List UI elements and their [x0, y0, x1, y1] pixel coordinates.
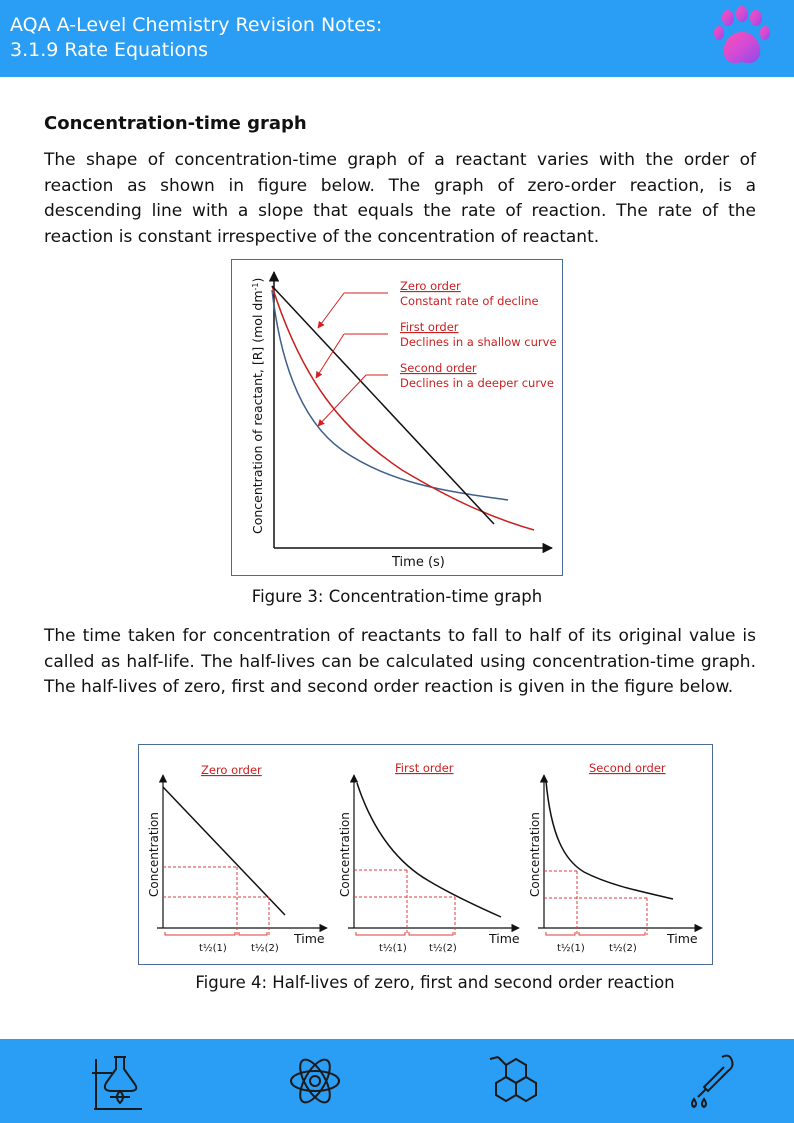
second-order-ylabel: Concentration [528, 812, 542, 897]
atom-icon [286, 1051, 344, 1111]
lab-burner-icon [88, 1051, 146, 1111]
paw-logo-icon [712, 6, 772, 70]
second-order-curve [272, 290, 508, 500]
zero-order-title: Zero order [400, 279, 461, 293]
zero-order-desc: Constant rate of decline [400, 294, 539, 308]
molecule-icon [486, 1051, 544, 1111]
first-order-desc: Declines in a shallow curve [400, 335, 557, 349]
first-order-ylabel: Concentration [338, 812, 352, 897]
y-axis-label: Concentration of reactant, [R] (mol $dm^{-1}$) [250, 277, 265, 534]
figure-4-charts [139, 745, 712, 964]
first-bracket2 [409, 932, 453, 935]
second-t1: t½(1) [557, 943, 585, 954]
figure-4-box [138, 744, 713, 965]
zero-t2: t½(2) [251, 943, 279, 954]
footer-bar [0, 1039, 794, 1123]
header-bar [0, 0, 794, 77]
first-order-panel [338, 761, 520, 954]
first-order-arrow [316, 334, 344, 378]
section-title: Concentration-time graph [44, 113, 307, 134]
second-order-desc: Declines in a deeper curve [400, 376, 554, 390]
first-t1: t½(1) [379, 943, 407, 954]
zero-order-line [272, 286, 494, 524]
first-order-xlabel: Time [489, 931, 520, 946]
second-t2: t½(2) [609, 943, 637, 954]
zero-bracket2 [239, 932, 267, 935]
first-order-title: First order [400, 320, 459, 334]
x-axis-label: Time (s) [392, 555, 445, 570]
second-order-xlabel: Time [667, 931, 698, 946]
second-order-panel [528, 761, 702, 954]
second-bracket1 [546, 932, 575, 935]
zero-order-panel [147, 763, 327, 954]
zero-bracket1 [165, 932, 235, 935]
figure-3-chart [232, 260, 562, 575]
zero-order-arrow [318, 293, 344, 328]
zero-order-ylabel: Concentration [147, 812, 161, 897]
paragraph-intro: The shape of concentration-time graph of a reactant varies with the order of reaction as shown in figure below. The graph of zero-order reaction, is a descending line with a slope that equals the rate of reaction. The rate of the reaction is constant irrespective of the concentration of reactant. [44, 150, 756, 247]
figure-3-caption: Figure 3: Concentration-time graph [251, 587, 543, 606]
second-order-title: Second order [400, 361, 477, 375]
dropper-icon [684, 1051, 742, 1111]
zero-t1: t½(1) [199, 943, 227, 954]
zero-order-panel-title: Zero order [201, 763, 262, 777]
zero-order-line [163, 787, 285, 915]
first-bracket1 [356, 932, 405, 935]
paragraph-half-life: The time taken for concentration of reactants to fall to half of its original value is called as half-life. The half-lives can be calculated using concentration-time graph. The half-lives of zero, first and second order reaction is given in the figure below. [44, 626, 756, 697]
second-bracket2 [579, 932, 645, 935]
header-title [10, 13, 382, 63]
first-t2: t½(2) [429, 943, 457, 954]
figure-3-box [231, 259, 563, 576]
figure-4-caption: Figure 4: Half-lives of zero, first and second order reaction [195, 973, 675, 992]
first-order-panel-title: First order [395, 761, 454, 775]
second-order-curve [546, 781, 673, 899]
second-order-panel-title: Second order [589, 761, 666, 775]
header-title-line2: 3.1.9 Rate Equations [10, 39, 209, 61]
header-title-line1: AQA A-Level Chemistry Revision Notes: [10, 14, 383, 36]
zero-order-xlabel: Time [294, 931, 325, 946]
